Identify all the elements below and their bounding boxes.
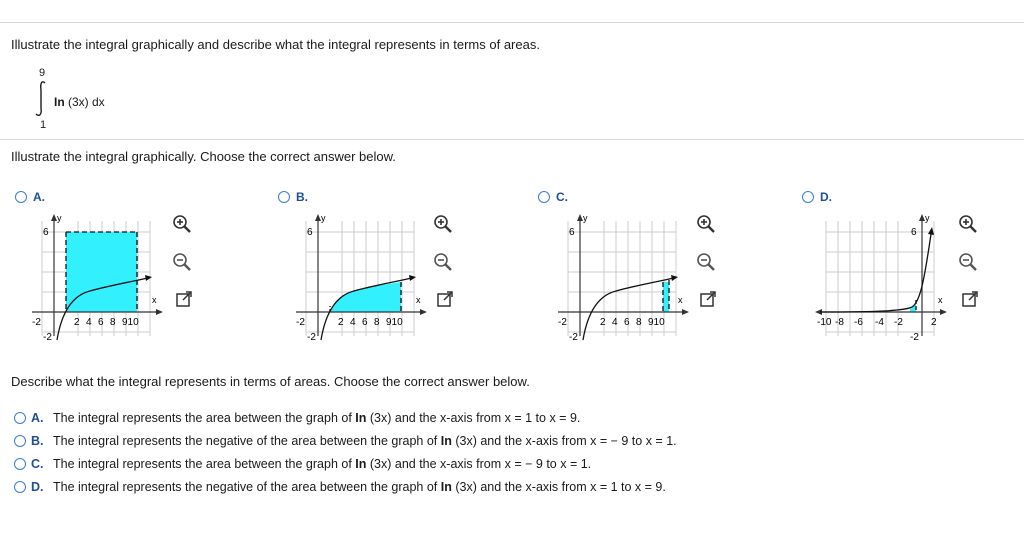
x-tick: 8	[374, 317, 380, 328]
question-prompt: Illustrate the integral graphically and describe what the integral represents in terms of areas.	[11, 37, 540, 52]
radio-answer-c[interactable]	[14, 458, 26, 470]
x-tick: 2	[931, 317, 937, 328]
x-tick: 2	[600, 317, 606, 328]
answer-option-d[interactable]	[14, 480, 666, 496]
x-tick: 910	[648, 317, 665, 328]
top-divider	[0, 22, 1024, 23]
integrand: In (3x) dx	[54, 95, 105, 109]
y-tick-6: 6	[307, 227, 313, 238]
x-axis-label: x	[678, 295, 683, 305]
x-tick: 6	[98, 317, 104, 328]
zoom-in-icon[interactable]	[172, 214, 192, 234]
shaded-region	[663, 282, 669, 312]
y-tick-6: 6	[911, 227, 917, 238]
x-tick: 6	[362, 317, 368, 328]
answer-c-letter: C.	[31, 457, 44, 471]
x-tick: -8	[835, 317, 844, 328]
x-tick: -6	[854, 317, 863, 328]
radio-answer-a[interactable]	[14, 412, 26, 424]
x-tick: 910	[386, 317, 403, 328]
y-axis-label: y	[583, 213, 588, 223]
integral-sign	[34, 80, 48, 118]
x-tick: 8	[110, 317, 116, 328]
shaded-region	[66, 232, 137, 312]
x-tick: 4	[350, 317, 356, 328]
x-axis-label: x	[416, 295, 421, 305]
answer-b-text: The integral represents the negative of the area between the graph of In (3x) and the x-axis from x = − 9 to x = 1.	[53, 434, 677, 448]
answer-a-letter: A.	[31, 411, 44, 425]
y-tick-neg2: -2	[307, 332, 316, 343]
answer-option-b[interactable]	[14, 434, 677, 450]
x-tick: 4	[612, 317, 618, 328]
x-tick: -2	[558, 317, 567, 328]
y-axis-label: y	[321, 213, 326, 223]
mid-divider	[0, 139, 1024, 140]
x-tick: -2	[32, 317, 41, 328]
graph-option-a	[30, 212, 170, 350]
popout-icon[interactable]	[435, 289, 455, 309]
answer-c-text: The integral represents the area between the graph of In (3x) and the x-axis from x = − 9 to x = 1.	[53, 457, 592, 471]
zoom-out-icon[interactable]	[433, 252, 453, 272]
y-tick-neg2: -2	[43, 332, 52, 343]
answer-option-c[interactable]	[14, 457, 591, 473]
zoom-out-icon[interactable]	[696, 252, 716, 272]
graph-option-c	[556, 212, 696, 350]
option-a-label: A.	[33, 190, 45, 204]
option-d-label: D.	[820, 190, 832, 204]
popout-icon[interactable]	[960, 289, 980, 309]
y-tick-neg2: -2	[569, 332, 578, 343]
zoom-in-icon[interactable]	[958, 214, 978, 234]
y-tick-neg2: -2	[910, 332, 919, 343]
integral-lower-limit: 1	[40, 119, 47, 131]
y-axis-label: y	[57, 213, 62, 223]
y-axis-label: y	[925, 213, 930, 223]
radio-option-c[interactable]	[538, 191, 550, 203]
x-tick: -10	[817, 317, 832, 328]
radio-answer-b[interactable]	[14, 435, 26, 447]
answer-d-letter: D.	[31, 480, 44, 494]
answer-d-text: The integral represents the negative of the area between the graph of In (3x) and the x-axis from x = 1 to x = 9.	[53, 480, 666, 494]
option-b-label: B.	[296, 190, 308, 204]
x-tick: -2	[296, 317, 305, 328]
x-axis-label: x	[152, 295, 157, 305]
radio-option-d[interactable]	[802, 191, 814, 203]
popout-icon[interactable]	[698, 289, 718, 309]
graph-option-d	[814, 212, 954, 350]
x-axis-label: x	[938, 295, 943, 305]
graph-option-b	[294, 212, 434, 350]
x-tick: 2	[74, 317, 80, 328]
zoom-in-icon[interactable]	[696, 214, 716, 234]
x-tick: 4	[86, 317, 92, 328]
answer-b-letter: B.	[31, 434, 44, 448]
answer-option-a[interactable]	[14, 411, 580, 427]
zoom-out-icon[interactable]	[172, 252, 192, 272]
radio-option-a[interactable]	[15, 191, 27, 203]
zoom-out-icon[interactable]	[958, 252, 978, 272]
radio-answer-d[interactable]	[14, 481, 26, 493]
integral-upper-limit: 9	[39, 67, 46, 79]
zoom-in-icon[interactable]	[433, 214, 453, 234]
y-tick-6: 6	[569, 227, 575, 238]
x-tick: -4	[875, 317, 884, 328]
answer-a-text: The integral represents the area between the graph of In (3x) and the x-axis from x = 1 to x = 9.	[53, 411, 581, 425]
part2-instruction: Describe what the integral represents in terms of areas. Choose the correct answer below.	[11, 374, 530, 389]
part1-instruction: Illustrate the integral graphically. Choose the correct answer below.	[11, 149, 396, 164]
y-tick-6: 6	[43, 227, 49, 238]
x-tick: -2	[894, 317, 903, 328]
radio-option-b[interactable]	[278, 191, 290, 203]
x-tick: 910	[122, 317, 139, 328]
option-c-label: C.	[556, 190, 568, 204]
x-tick: 2	[338, 317, 344, 328]
x-tick: 8	[636, 317, 642, 328]
popout-icon[interactable]	[174, 289, 194, 309]
x-tick: 6	[624, 317, 630, 328]
